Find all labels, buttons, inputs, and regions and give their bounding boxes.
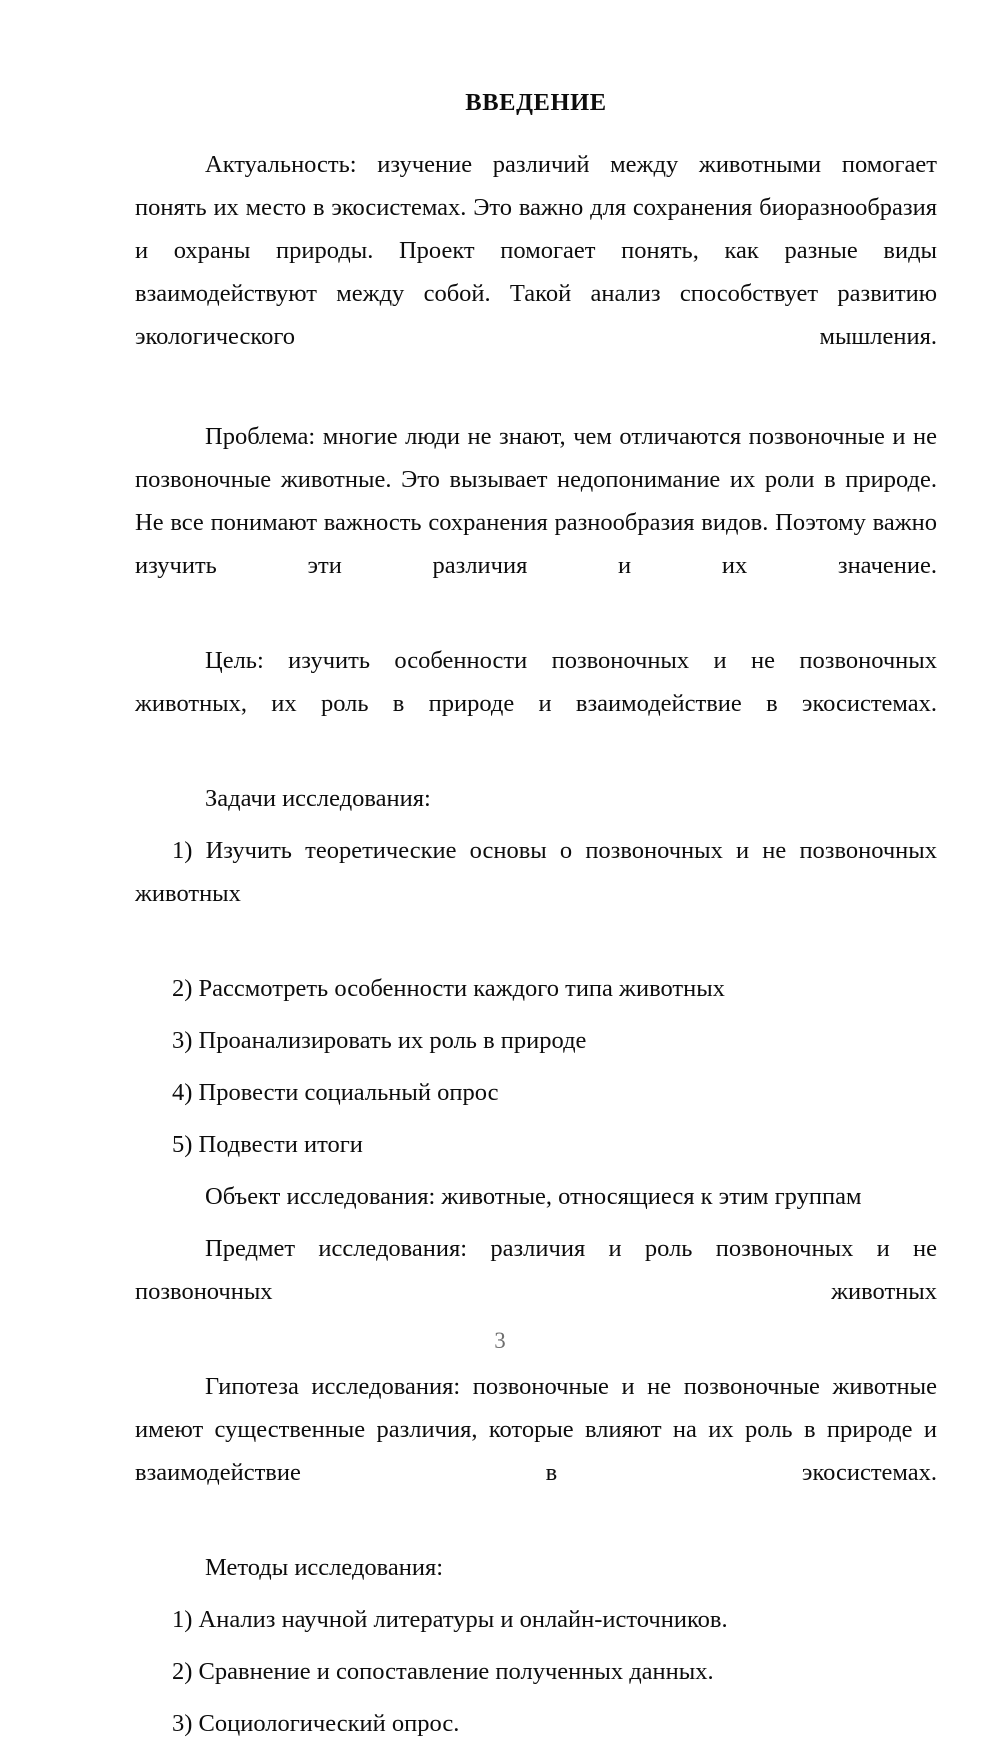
document-body [135, 88, 937, 1745]
paragraph-spacer [135, 1218, 937, 1227]
paragraph-goal: Цель: изучить особенности позвоночных и не позвоночных животных, их роль в природе и взаимодействие в экосистемах. [135, 646, 937, 717]
list-spacer [135, 1010, 937, 1019]
method-item-1: 1) Анализ научной литературы и онлайн-источников. [172, 1605, 728, 1633]
paragraph-hypothesis: Гипотеза исследования: позвоночные и не позвоночные животные имеют существенные различия, которые влияют на их роль в природе и взаимодействие в экосистемах. [135, 1372, 937, 1486]
paragraph-spacer [135, 630, 937, 639]
method-item-2: 2) Сравнение и сопоставление полученных данных. [172, 1657, 714, 1685]
paragraph-relevance: Актуальность: изучение различий между животными помогает понять их место в экосистемах. Это важно для сохранения биоразнообразия и охраны природы. Проект помогает понять, как разные виды взаимодействуют между собой. Такой анализ способствует развитию экологического мышления. [135, 150, 937, 350]
paragraph-spacer [135, 1589, 937, 1598]
paragraph-problem: Проблема: многие люди не знают, чем отличаются позвоночные и не позвоночные животные. Это вызывает недопонимание их роли в природе. Не все понимают важность сохранения разнообразия видов. Поэтому важно изучить эти различия и их значение. [135, 422, 937, 579]
page-number: 3 [494, 1328, 506, 1353]
heading-tasks: Задачи исследования: [205, 784, 431, 812]
paragraph-spacer [135, 1537, 937, 1546]
paragraph-spacer [135, 401, 937, 415]
list-spacer [135, 1114, 937, 1123]
task-item-5: 5) Подвести итоги [172, 1130, 363, 1158]
list-spacer [135, 1641, 937, 1650]
heading-methods: Методы исследования: [205, 1553, 444, 1581]
paragraph-object: Объект исследования: животные, относящиеся к этим группам [205, 1182, 862, 1210]
page-title: ВВЕДЕНИЕ [465, 89, 607, 116]
paragraph-subject: Предмет исследования: различия и роль позвоночных и не позвоночных животных [135, 1234, 937, 1305]
list-spacer [135, 958, 937, 967]
task-item-4: 4) Провести социальный опрос [172, 1078, 499, 1106]
task-item-2: 2) Рассмотреть особенности каждого типа животных [172, 974, 725, 1002]
list-spacer [135, 1062, 937, 1071]
paragraph-spacer [135, 1356, 937, 1365]
paragraph-spacer [135, 820, 937, 829]
list-spacer [135, 1693, 937, 1702]
paragraph-spacer [135, 768, 937, 777]
paragraph-spacer [135, 1166, 937, 1175]
task-item-1: 1) Изучить теоретические основы о позвоночных и не позвоночных животных [135, 836, 937, 907]
task-item-3: 3) Проанализировать их роль в природе [172, 1026, 587, 1054]
method-item-3: 3) Социологический опрос. [172, 1709, 460, 1737]
